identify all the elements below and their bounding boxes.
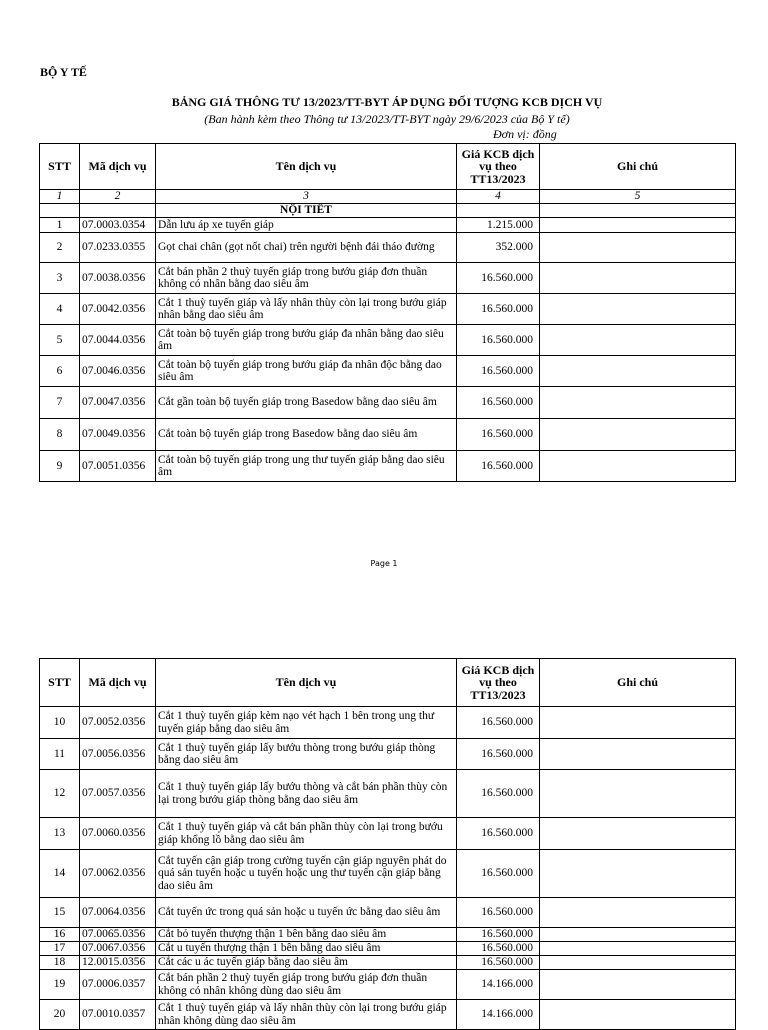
table-row bbox=[40, 928, 736, 942]
price-cell: 16.560.000 bbox=[457, 942, 540, 956]
price-cell: 14.166.000 bbox=[457, 970, 540, 1000]
table-header-row bbox=[40, 144, 736, 190]
table-row bbox=[40, 1000, 736, 1030]
row-number: 18 bbox=[40, 956, 80, 970]
note-cell bbox=[540, 956, 736, 970]
row-number: 3 bbox=[40, 263, 80, 294]
note-cell bbox=[540, 419, 736, 451]
service-code-cell: 07.0051.0356 bbox=[80, 451, 156, 482]
note-cell bbox=[540, 356, 736, 387]
service-name-cell: Cắt u tuyến thượng thận 1 bên bằng dao siêu âm bbox=[156, 942, 457, 956]
table-row bbox=[40, 770, 736, 818]
organization-name: BỘ Y TẾ bbox=[40, 65, 87, 79]
service-code-cell: 07.0046.0356 bbox=[80, 356, 156, 387]
service-code-cell: 07.0067.0356 bbox=[80, 942, 156, 956]
row-number: 19 bbox=[40, 970, 80, 1000]
row-number: 11 bbox=[40, 739, 80, 770]
service-code-cell: 12.0015.0356 bbox=[80, 956, 156, 970]
row-number: 12 bbox=[40, 770, 80, 818]
row-number: 14 bbox=[40, 850, 80, 898]
service-name-cell: Cắt toàn bộ tuyến giáp trong ung thư tuyến giáp bằng dao siêu âm bbox=[156, 451, 457, 482]
price-cell: 1.215.000 bbox=[457, 218, 540, 233]
row-number: 17 bbox=[40, 942, 80, 956]
price-cell: 16.560.000 bbox=[457, 419, 540, 451]
table-row bbox=[40, 419, 736, 451]
currency-unit: Đơn vị: đồng bbox=[493, 127, 557, 141]
note-cell bbox=[540, 387, 736, 419]
price-cell: 16.560.000 bbox=[457, 739, 540, 770]
table-header-row bbox=[40, 659, 736, 707]
row-number: 1 bbox=[40, 218, 80, 233]
note-cell bbox=[540, 942, 736, 956]
service-name-cell: Cắt gần toàn bộ tuyến giáp trong Basedow bằng dao siêu âm bbox=[156, 387, 457, 419]
table-row bbox=[40, 325, 736, 356]
row-number: 4 bbox=[40, 294, 80, 325]
service-code-cell: 07.0010.0357 bbox=[80, 1000, 156, 1030]
note-cell bbox=[540, 263, 736, 294]
price-cell: 14.166.000 bbox=[457, 1000, 540, 1030]
note-cell bbox=[540, 739, 736, 770]
note-cell bbox=[540, 928, 736, 942]
service-name-cell: Gọt chai chân (gọt nốt chai) trên người bệnh đái tháo đường bbox=[156, 233, 457, 263]
header-service-code: Mã dịch vụ bbox=[80, 659, 156, 707]
price-cell: 16.560.000 bbox=[457, 818, 540, 850]
document-title: BẢNG GIÁ THÔNG TƯ 13/2023/TT-BYT ÁP DỤNG ĐỐI TƯỢNG KCB DỊCH VỤ bbox=[171, 95, 603, 109]
service-code-cell: 07.0060.0356 bbox=[80, 818, 156, 850]
service-name-cell: Cắt 1 thuỳ tuyến giáp lấy bướu thòng trong bướu giáp thòng bằng dao siêu âm bbox=[156, 739, 457, 770]
service-name-cell: Cắt bán phần 2 thuỳ tuyến giáp trong bướu giáp đơn thuần không có nhân bằng dao siêu âm bbox=[156, 263, 457, 294]
price-cell: 16.560.000 bbox=[457, 356, 540, 387]
service-name-cell: Dẫn lưu áp xe tuyến giáp bbox=[156, 218, 457, 233]
service-name-cell: Cắt toàn bộ tuyến giáp trong bướu giáp đa nhân độc bằng dao siêu âm bbox=[156, 356, 457, 387]
row-number: 8 bbox=[40, 419, 80, 451]
header-price: Giá KCB dịch vụ theo TT13/2023 bbox=[457, 144, 540, 190]
page-footer: Page 1 bbox=[370, 559, 398, 568]
table-row bbox=[40, 898, 736, 928]
section-title: NỘI TIẾT bbox=[156, 204, 457, 218]
column-index-row bbox=[40, 190, 736, 204]
price-cell: 16.560.000 bbox=[457, 956, 540, 970]
service-code-cell: 07.0062.0356 bbox=[80, 850, 156, 898]
table-row bbox=[40, 707, 736, 739]
table-row bbox=[40, 294, 736, 325]
note-cell bbox=[540, 898, 736, 928]
service-name-cell: Cắt tuyến ức trong quá sản hoặc u tuyến ức bằng dao siêu âm bbox=[156, 898, 457, 928]
service-name-cell: Cắt 1 thuỳ tuyến giáp và lấy nhân thùy còn lại trong bướu giáp nhân không dùng dao siêu âm bbox=[156, 1000, 457, 1030]
price-cell: 16.560.000 bbox=[457, 707, 540, 739]
table-row bbox=[40, 739, 736, 770]
note-cell bbox=[540, 707, 736, 739]
note-cell bbox=[540, 325, 736, 356]
price-cell: 16.560.000 bbox=[457, 898, 540, 928]
service-code-cell: 07.0064.0356 bbox=[80, 898, 156, 928]
header-note: Ghi chú bbox=[540, 144, 736, 190]
table-row bbox=[40, 818, 736, 850]
service-name-cell: Cắt bỏ tuyến thượng thận 1 bên bằng dao siêu âm bbox=[156, 928, 457, 942]
header-service-code: Mã dịch vụ bbox=[80, 144, 156, 190]
service-code-cell: 07.0233.0355 bbox=[80, 233, 156, 263]
index-cell: 1 bbox=[40, 190, 80, 204]
price-cell: 16.560.000 bbox=[457, 850, 540, 898]
row-number: 15 bbox=[40, 898, 80, 928]
service-name-cell: Cắt bán phần 2 thuỳ tuyến giáp trong bướu giáp đơn thuần không có nhân không dùng dao siêu âm bbox=[156, 970, 457, 1000]
service-name-cell: Cắt toàn bộ tuyến giáp trong bướu giáp đa nhân bằng dao siêu âm bbox=[156, 325, 457, 356]
service-name-cell: Cắt toàn bộ tuyến giáp trong Basedow bằng dao siêu âm bbox=[156, 419, 457, 451]
price-cell: 16.560.000 bbox=[457, 263, 540, 294]
service-name-cell: Cắt 1 thuỳ tuyến giáp lấy bướu thòng và cắt bán phần thùy còn lại trong bướu giáp thòng bằng dao siêu âm bbox=[156, 770, 457, 818]
service-code-cell: 07.0006.0357 bbox=[80, 970, 156, 1000]
section-row bbox=[40, 204, 736, 218]
service-code-cell: 07.0065.0356 bbox=[80, 928, 156, 942]
index-cell: 4 bbox=[457, 190, 540, 204]
service-code-cell: 07.0052.0356 bbox=[80, 707, 156, 739]
price-table-page-1 bbox=[39, 143, 736, 482]
table-row bbox=[40, 263, 736, 294]
table-row bbox=[40, 356, 736, 387]
table-row bbox=[40, 970, 736, 1000]
note-cell bbox=[540, 233, 736, 263]
table-row bbox=[40, 451, 736, 482]
header-service-name: Tên dịch vụ bbox=[156, 144, 457, 190]
header-stt: STT bbox=[40, 144, 80, 190]
service-name-cell: Cắt 1 thuỳ tuyến giáp và lấy nhân thùy còn lại trong bướu giáp nhân bằng dao siêu âm bbox=[156, 294, 457, 325]
price-table-page-2 bbox=[39, 658, 736, 1030]
row-number: 7 bbox=[40, 387, 80, 419]
table-row bbox=[40, 850, 736, 898]
row-number: 9 bbox=[40, 451, 80, 482]
index-cell: 2 bbox=[80, 190, 156, 204]
service-code-cell: 07.0042.0356 bbox=[80, 294, 156, 325]
note-cell bbox=[540, 850, 736, 898]
price-cell: 16.560.000 bbox=[457, 294, 540, 325]
header-note: Ghi chú bbox=[540, 659, 736, 707]
service-code-cell: 07.0038.0356 bbox=[80, 263, 156, 294]
index-cell: 5 bbox=[540, 190, 736, 204]
price-cell: 16.560.000 bbox=[457, 770, 540, 818]
service-code-cell: 07.0057.0356 bbox=[80, 770, 156, 818]
service-code-cell: 07.0056.0356 bbox=[80, 739, 156, 770]
service-name-cell: Cắt 1 thuỳ tuyến giáp và cắt bán phần thùy còn lại trong bướu giáp khổng lồ bằng dao siêu âm bbox=[156, 818, 457, 850]
price-cell: 16.560.000 bbox=[457, 451, 540, 482]
row-number: 2 bbox=[40, 233, 80, 263]
service-code-cell: 07.0044.0356 bbox=[80, 325, 156, 356]
row-number: 10 bbox=[40, 707, 80, 739]
index-cell: 3 bbox=[156, 190, 457, 204]
note-cell bbox=[540, 218, 736, 233]
row-number: 13 bbox=[40, 818, 80, 850]
header-price: Giá KCB dịch vụ theo TT13/2023 bbox=[457, 659, 540, 707]
price-cell: 16.560.000 bbox=[457, 928, 540, 942]
price-cell: 352.000 bbox=[457, 233, 540, 263]
service-code-cell: 07.0049.0356 bbox=[80, 419, 156, 451]
row-number: 16 bbox=[40, 928, 80, 942]
note-cell bbox=[540, 294, 736, 325]
price-cell: 16.560.000 bbox=[457, 387, 540, 419]
service-code-cell: 07.0047.0356 bbox=[80, 387, 156, 419]
service-code-cell: 07.0003.0354 bbox=[80, 218, 156, 233]
table-row bbox=[40, 218, 736, 233]
table-row bbox=[40, 387, 736, 419]
row-number: 6 bbox=[40, 356, 80, 387]
note-cell bbox=[540, 818, 736, 850]
table-row bbox=[40, 233, 736, 263]
table-row bbox=[40, 942, 736, 956]
header-stt: STT bbox=[40, 659, 80, 707]
note-cell bbox=[540, 451, 736, 482]
service-name-cell: Cắt tuyến cận giáp trong cường tuyến cận giáp nguyên phát do quá sản tuyến hoặc u tuyến hoặc ung thư tuyến cận giáp bằng dao siêu âm bbox=[156, 850, 457, 898]
note-cell bbox=[540, 770, 736, 818]
note-cell bbox=[540, 1000, 736, 1030]
price-cell: 16.560.000 bbox=[457, 325, 540, 356]
note-cell bbox=[540, 970, 736, 1000]
row-number: 20 bbox=[40, 1000, 80, 1030]
table-row bbox=[40, 956, 736, 970]
header-service-name: Tên dịch vụ bbox=[156, 659, 457, 707]
service-name-cell: Cắt các u ác tuyến giáp bằng dao siêu âm bbox=[156, 956, 457, 970]
service-name-cell: Cắt 1 thuỳ tuyến giáp kèm nạo vét hạch 1 bên trong ung thư tuyến giáp bằng dao siêu âm bbox=[156, 707, 457, 739]
document-subtitle: (Ban hành kèm theo Thông tư 13/2023/TT-BYT ngày 29/6/2023 của Bộ Y tế) bbox=[204, 112, 570, 126]
row-number: 5 bbox=[40, 325, 80, 356]
